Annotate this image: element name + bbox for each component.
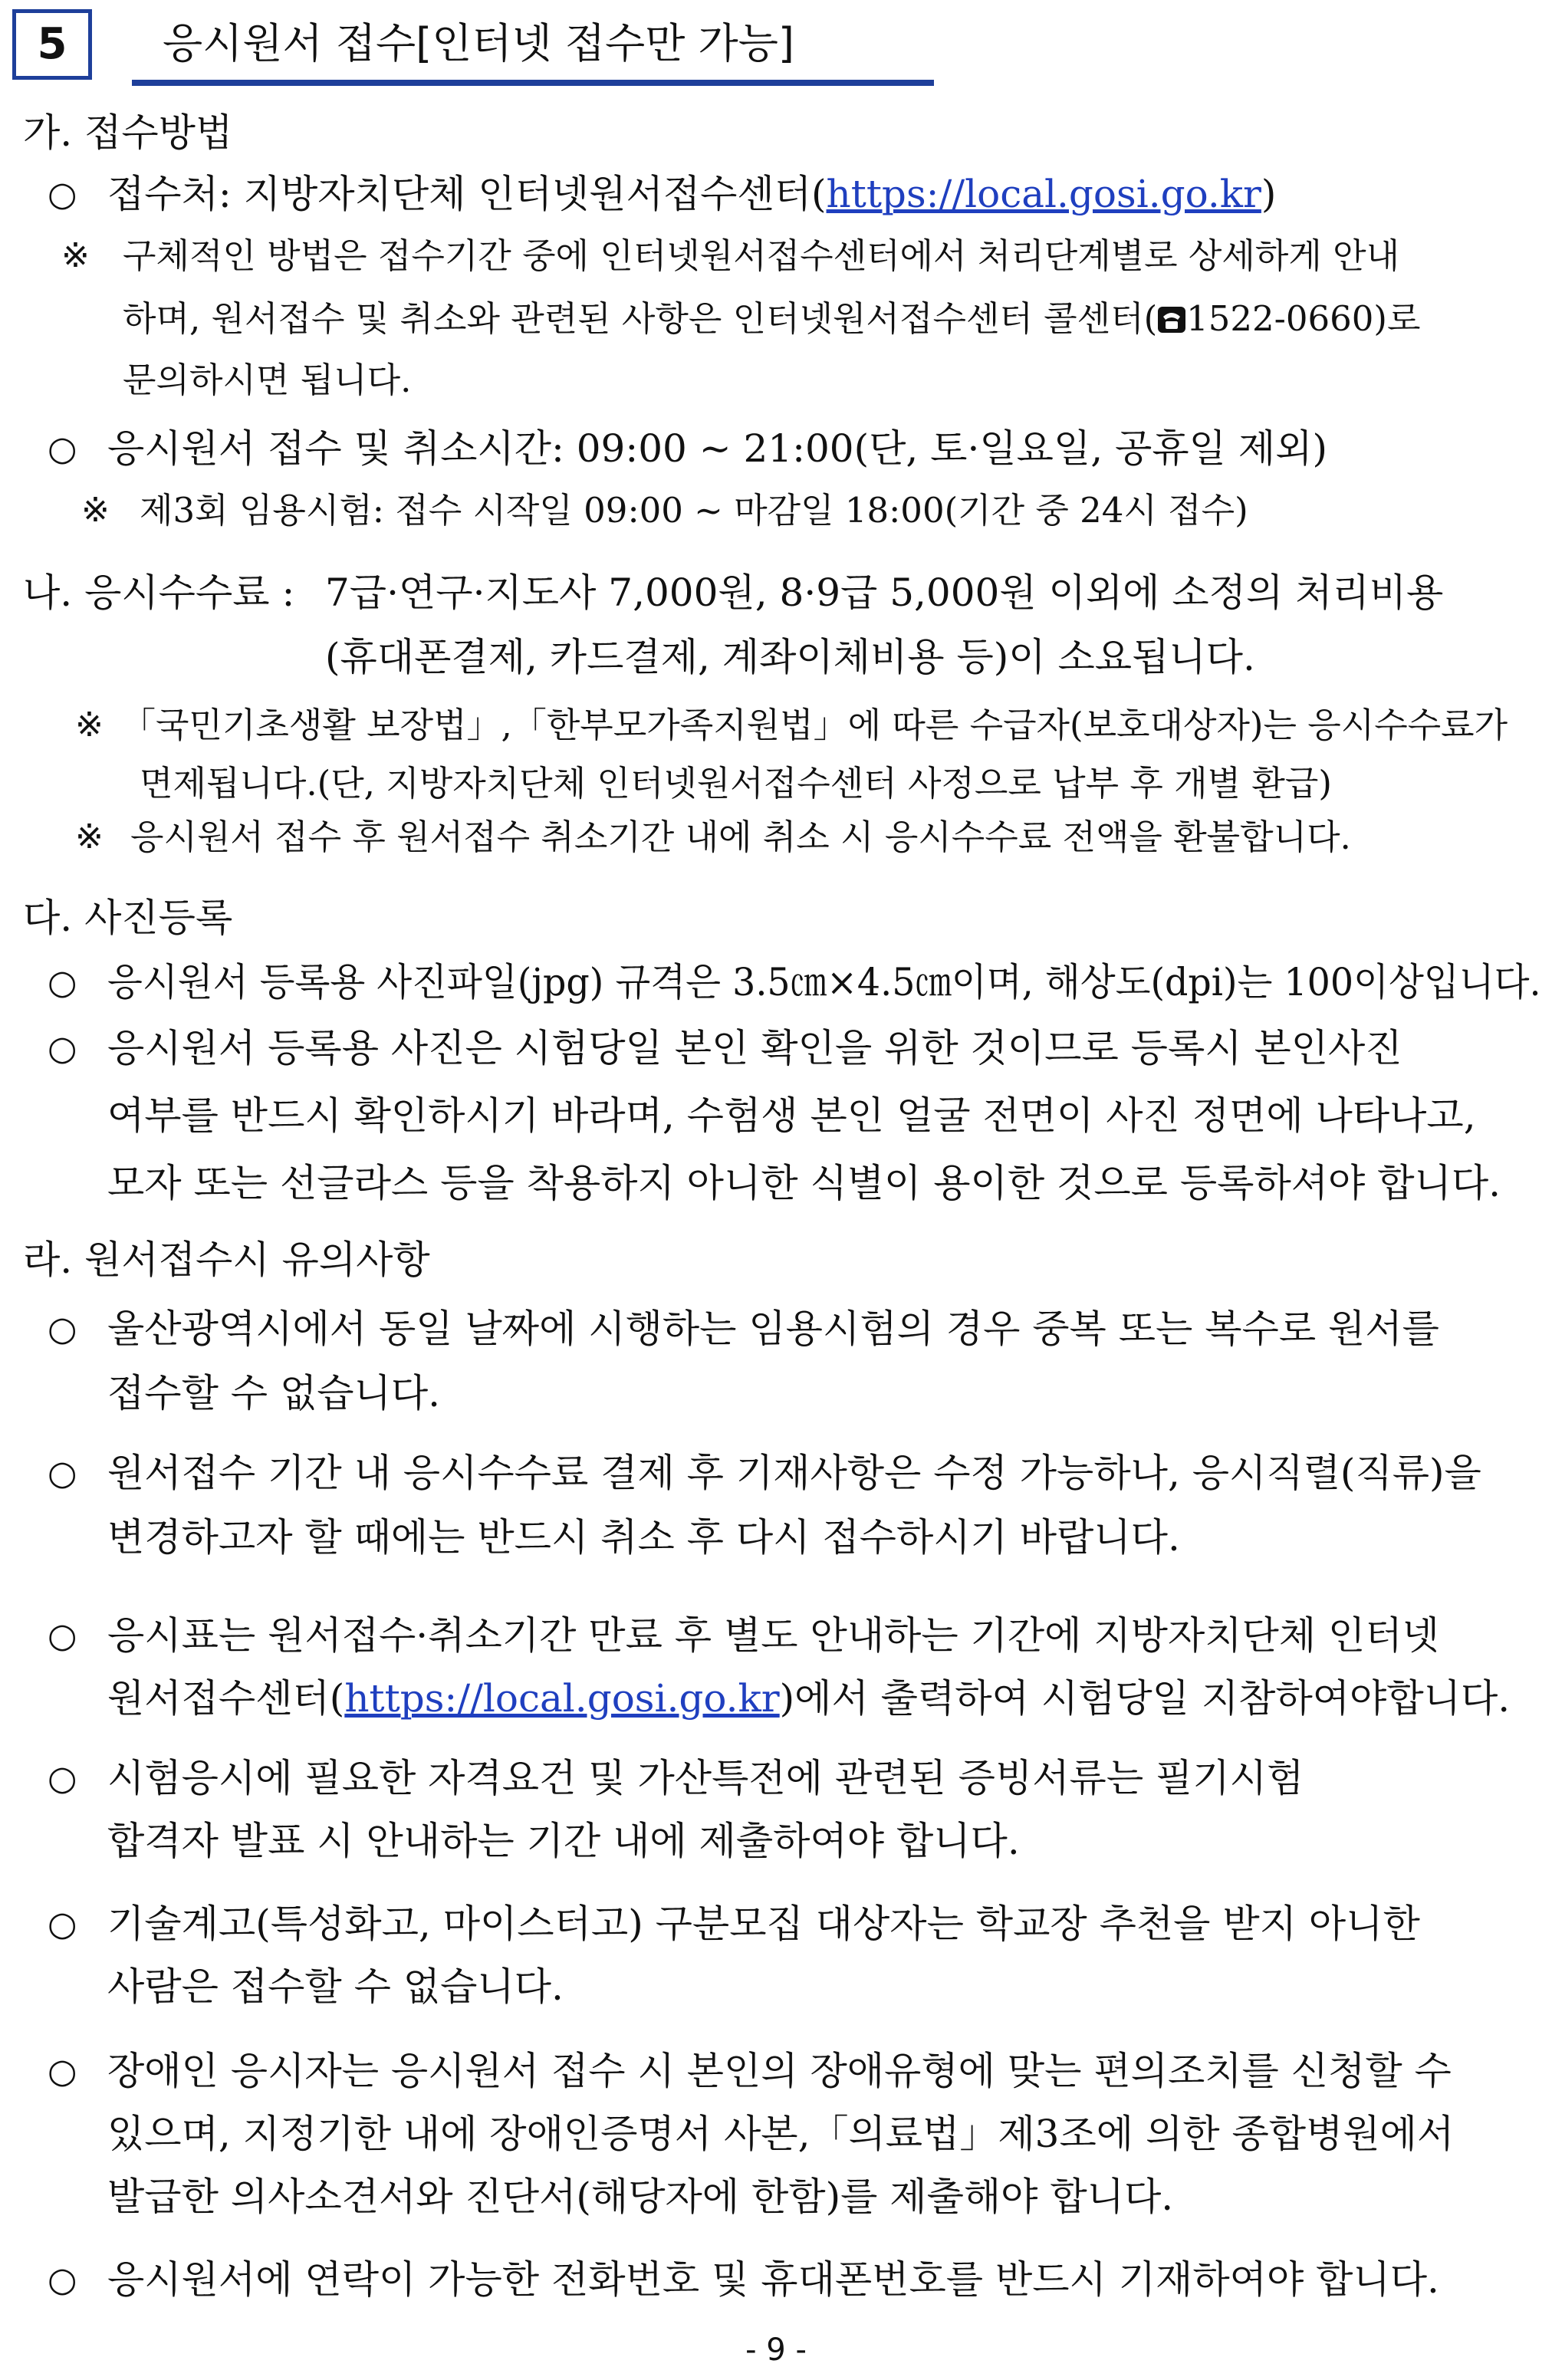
section-title: 응시원서 접수[인터넷 접수만 가능] bbox=[163, 19, 794, 67]
ra-bullet-4-line-2: 합격자 발표 시 안내하는 기간 내에 제출하여야 합니다. bbox=[107, 1819, 1020, 1863]
ra-bullet-5-line-2: 사람은 접수할 수 없습니다. bbox=[107, 1964, 564, 2009]
bullet-marker: ○ bbox=[48, 1310, 77, 1349]
ra-bullet-2-line-1: 원서접수 기간 내 응시수수료 결제 후 기재사항은 수정 가능하나, 응시직렬(직류)을 bbox=[107, 1451, 1481, 1495]
note-marker: ※ bbox=[75, 705, 104, 745]
ra-bullet-6-line-3: 발급한 의사소견서와 진단서(해당자에 한함)를 제출해야 합니다. bbox=[107, 2175, 1174, 2219]
da-bullet-2-line-1: 응시원서 등록용 사진은 시험당일 본인 확인을 위한 것이므로 등록시 본인사진 bbox=[107, 1026, 1402, 1070]
ga-note-1-line-2-suffix: 1522-0660)로 bbox=[1186, 298, 1421, 339]
ga-note-1-line-2 bbox=[123, 298, 1420, 340]
ga-note-2: 제3회 임용시험: 접수 시작일 09:00 ~ 마감일 18:00(기간 중 24시 접수) bbox=[140, 490, 1248, 531]
da-bullet-2-line-2: 여부를 반드시 확인하시기 바라며, 수험생 본인 얼굴 전면이 사진 정면에 나타나고, bbox=[107, 1093, 1476, 1138]
na-line-2: (휴대폰결제, 카드결제, 계좌이체비용 등)이 소요됩니다. bbox=[325, 635, 1255, 679]
da-bullet-2-line-3: 모자 또는 선글라스 등을 착용하지 아니한 식별이 용이한 것으로 등록하셔야 합니다. bbox=[107, 1161, 1501, 1205]
section-title-box bbox=[132, 9, 934, 86]
ga-bullet-2: 응시원서 접수 및 취소시간: 09:00 ~ 21:00(단, 토·일요일, 공휴일 제외) bbox=[107, 426, 1327, 471]
note-marker: ※ bbox=[61, 236, 90, 275]
ga-note-1-line-1: 구체적인 방법은 접수기간 중에 인터넷원서접수센터에서 처리단계별로 상세하게 안내 bbox=[123, 235, 1400, 276]
ra-bullet-3-suffix: )에서 출력하여 시험당일 지참하여야합니다. bbox=[779, 1676, 1511, 1721]
ra-bullet-5-line-1: 기술계고(특성화고, 마이스터고) 구분모집 대상자는 학교장 추천을 받지 아니한 bbox=[107, 1902, 1420, 1946]
ra-bullet-1-line-1: 울산광역시에서 동일 날짜에 시행하는 임용시험의 경우 중복 또는 복수로 원서를 bbox=[107, 1307, 1439, 1351]
title-underline bbox=[132, 80, 934, 86]
ga-bullet-1 bbox=[107, 170, 1276, 218]
ra-bullet-3-line-2 bbox=[107, 1675, 1510, 1722]
gosi-link[interactable]: https://local.gosi.go.kr bbox=[826, 172, 1261, 216]
heading-ga: 가. 접수방법 bbox=[23, 110, 233, 155]
bullet-marker: ○ bbox=[48, 429, 77, 468]
gosi-link[interactable]: https://local.gosi.go.kr bbox=[344, 1676, 780, 1721]
note-marker: ※ bbox=[81, 491, 110, 530]
section-number: 5 bbox=[37, 19, 67, 69]
heading-ra: 라. 원서접수시 유의사항 bbox=[23, 1238, 430, 1282]
page-number: - 9 - bbox=[745, 2332, 807, 2368]
na-note-1-line-1: 「국민기초생활 보장법」,「한부모가족지원법」에 따른 수급자(보호대상자)는 응시수수료가 bbox=[121, 705, 1508, 745]
na-note-1-line-2: 면제됩니다.(단, 지방자치단체 인터넷원서접수센터 사정으로 납부 후 개별 환급) bbox=[140, 763, 1332, 804]
ra-bullet-6-line-2: 있으며, 지정기한 내에 장애인증명서 사본,「의료법」제3조에 의한 종합병원에서 bbox=[107, 2112, 1455, 2156]
bullet-marker: ○ bbox=[48, 1905, 77, 1944]
na-line-1: 7급·연구·지도사 7,000원, 8·9급 5,000원 이외에 소정의 처리비용 bbox=[325, 570, 1444, 615]
bullet-marker: ○ bbox=[48, 963, 77, 1002]
bullet-marker: ○ bbox=[48, 1759, 77, 1798]
da-bullet-1: 응시원서 등록용 사진파일(jpg) 규격은 3.5㎝×4.5㎝이며, 해상도(dpi)는 100이상입니다. bbox=[107, 960, 1541, 1004]
bullet-marker: ○ bbox=[48, 175, 77, 214]
ga-bullet-1-text: 접수처: 지방자치단체 인터넷원서접수센터( bbox=[107, 172, 827, 216]
section-number-box bbox=[12, 9, 92, 80]
ga-note-1-line-3: 문의하시면 됩니다. bbox=[123, 360, 412, 400]
heading-da: 다. 사진등록 bbox=[23, 896, 233, 940]
ra-bullet-6-line-1: 장애인 응시자는 응시원서 접수 시 본인의 장애유형에 맞는 편의조치를 신청할 수 bbox=[107, 2049, 1452, 2093]
ra-bullet-3-text: 원서접수센터( bbox=[107, 1676, 345, 1721]
ra-bullet-4-line-1: 시험응시에 필요한 자격요건 및 가산특전에 관련된 증빙서류는 필기시험 bbox=[107, 1756, 1304, 1800]
ga-bullet-1-suffix: ) bbox=[1261, 172, 1277, 216]
bullet-marker: ○ bbox=[48, 2052, 77, 2091]
bullet-marker: ○ bbox=[48, 1029, 77, 1068]
bullet-marker: ○ bbox=[48, 2260, 77, 2299]
ga-note-1-line-2-text: 하며, 원서접수 및 취소와 관련된 사항은 인터넷원서접수센터 콜센터( bbox=[123, 298, 1158, 339]
na-note-2: 응시원서 접수 후 원서접수 취소기간 내에 취소 시 응시수수료 전액을 환불합니다. bbox=[130, 817, 1351, 857]
ra-bullet-1-line-2: 접수할 수 없습니다. bbox=[107, 1371, 441, 1415]
note-marker: ※ bbox=[75, 817, 104, 856]
ra-bullet-2-line-2: 변경하고자 할 때에는 반드시 취소 후 다시 접수하시기 바랍니다. bbox=[107, 1515, 1180, 1560]
ra-bullet-7: 응시원서에 연락이 가능한 전화번호 및 휴대폰번호를 반드시 기재하여야 합니다. bbox=[107, 2257, 1439, 2302]
heading-na: 나. 응시수수료 : bbox=[23, 570, 295, 615]
phone-icon bbox=[1157, 298, 1186, 339]
ra-bullet-3-line-1: 응시표는 원서접수·취소기간 만료 후 별도 안내하는 기간에 지방자치단체 인터넷 bbox=[107, 1613, 1439, 1658]
bullet-marker: ○ bbox=[48, 1454, 77, 1493]
bullet-marker: ○ bbox=[48, 1616, 77, 1655]
